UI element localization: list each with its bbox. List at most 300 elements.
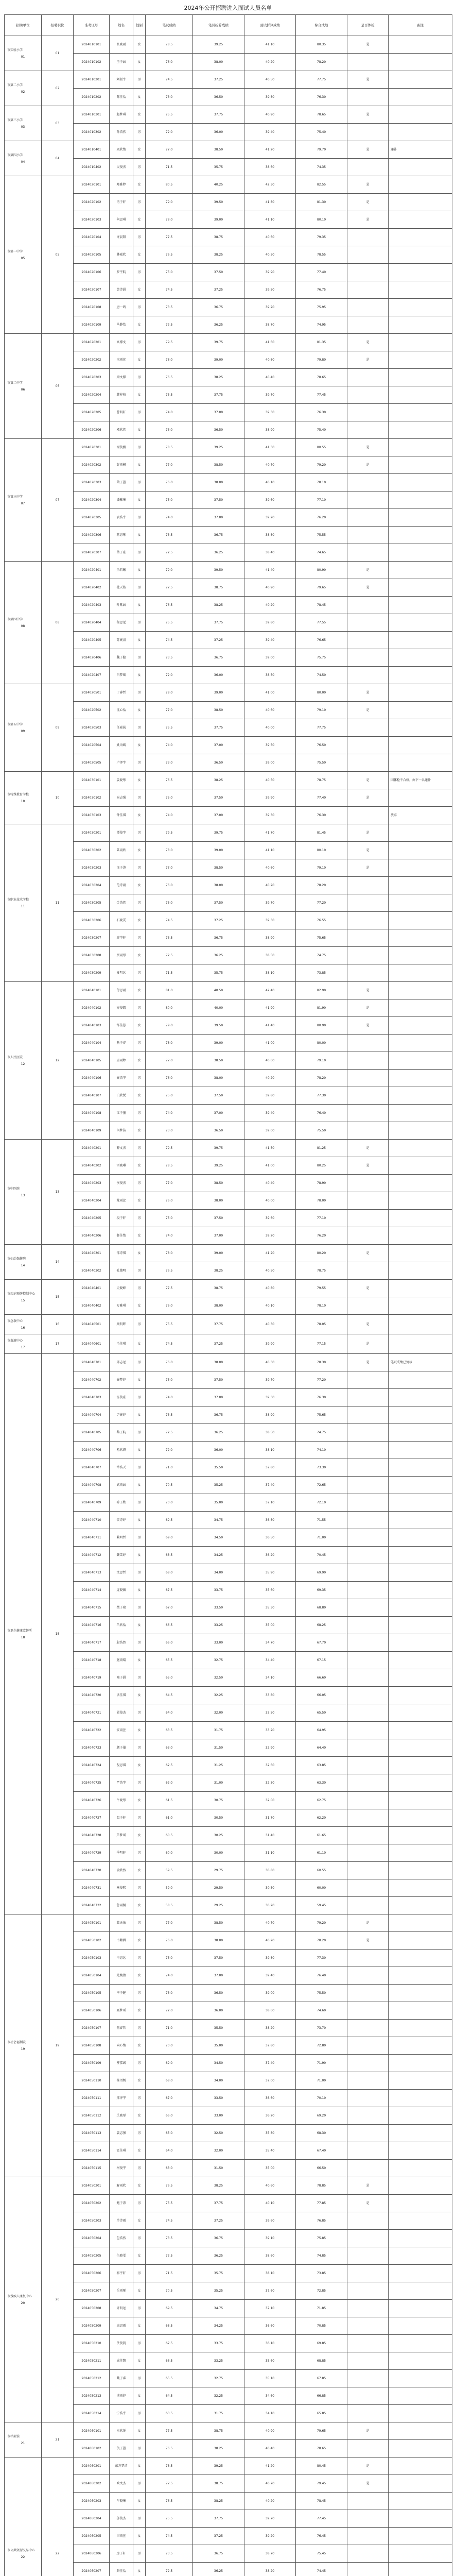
table-row xyxy=(5,684,452,702)
total-cell: 75.40 xyxy=(296,421,347,439)
interview-converted-cell: 38.70 xyxy=(244,316,296,334)
total-cell: 67.15 xyxy=(296,1652,347,1669)
name-cell: 林嘉欣 xyxy=(110,246,133,264)
physical-cell xyxy=(347,2212,389,2230)
sex-cell: 男 xyxy=(133,789,146,807)
total-cell: 75.65 xyxy=(296,1406,347,1424)
written-converted-cell: 37.25 xyxy=(193,2212,244,2230)
interview-converted-cell: 37.40 xyxy=(244,1477,296,1494)
note-cell xyxy=(389,351,452,369)
note-cell xyxy=(389,859,452,877)
name-cell: 马静怡 xyxy=(110,316,133,334)
name-cell: 谈雨婷 xyxy=(110,2387,133,2405)
written-cell: 72.5 xyxy=(146,544,193,562)
written-converted-cell: 39.00 xyxy=(193,684,244,702)
unit-cell xyxy=(5,824,42,982)
sex-cell: 男 xyxy=(133,2230,146,2247)
written-converted-cell: 33.75 xyxy=(193,1582,244,1599)
written-converted-cell: 36.50 xyxy=(193,754,244,772)
note-cell xyxy=(389,2422,452,2440)
note-cell xyxy=(389,106,452,124)
interview-converted-cell: 39.80 xyxy=(244,1950,296,1967)
ticket-cell: 2024050208 xyxy=(74,2300,110,2317)
physical-cell: 是 xyxy=(347,789,389,807)
ticket-cell: 2024040109 xyxy=(74,1122,110,1140)
written-converted-cell: 35.50 xyxy=(193,2020,244,2037)
sex-cell: 女 xyxy=(133,807,146,824)
name-cell: 曹明轩 xyxy=(110,404,133,421)
name-cell: 谢俊熙 xyxy=(110,439,133,456)
ticket-cell: 2024040101 xyxy=(74,982,110,999)
name-cell: 韦紫涵 xyxy=(110,1932,133,1950)
note-cell xyxy=(389,1424,452,1442)
note-cell: 因体检不合格，由下一名递补 xyxy=(389,772,452,789)
name-cell: 卢泽宇 xyxy=(110,754,133,772)
note-cell xyxy=(389,316,452,334)
total-cell: 69.90 xyxy=(296,1564,347,1582)
interview-converted-cell: 36.50 xyxy=(244,1529,296,1547)
note-cell xyxy=(389,2510,452,2528)
total-cell: 64.40 xyxy=(296,1739,347,1757)
interview-converted-cell: 38.60 xyxy=(244,159,296,176)
ticket-cell: 2024020405 xyxy=(74,632,110,649)
name-cell: 赵梦琪 xyxy=(110,106,133,124)
total-cell: 65.50 xyxy=(296,1704,347,1722)
physical-cell xyxy=(347,2230,389,2247)
written-cell: 69.5 xyxy=(146,1512,193,1529)
written-cell: 74.5 xyxy=(146,281,193,299)
interview-converted-cell: 40.50 xyxy=(244,772,296,789)
written-converted-cell: 31.25 xyxy=(193,1757,244,1774)
unit-name: 市血液中心 xyxy=(7,1338,23,1343)
sex-cell: 男 xyxy=(133,929,146,947)
total-cell: 76.65 xyxy=(296,632,347,649)
name-cell: 宁浩宇 xyxy=(110,2405,133,2422)
ticket-cell: 2024030204 xyxy=(74,877,110,894)
ticket-cell: 2024040729 xyxy=(74,1844,110,1862)
unit-code: 08 xyxy=(21,624,25,628)
sex-cell: 男 xyxy=(133,1210,146,1227)
header-unit: 招聘单位 xyxy=(5,15,42,36)
ticket-cell: 2024050109 xyxy=(74,2055,110,2072)
total-cell: 67.40 xyxy=(296,2142,347,2160)
note-cell xyxy=(389,2090,452,2107)
total-cell: 80.45 xyxy=(296,2458,347,2475)
total-cell: 82.55 xyxy=(296,176,347,194)
interview-converted-cell: 40.20 xyxy=(244,877,296,894)
note-cell xyxy=(389,2335,452,2352)
written-cell: 73.5 xyxy=(146,2545,193,2563)
total-cell: 77.20 xyxy=(296,894,347,912)
ticket-cell: 2024040721 xyxy=(74,1704,110,1722)
written-converted-cell: 39.00 xyxy=(193,1035,244,1052)
sex-cell: 男 xyxy=(133,1985,146,2002)
interview-converted-cell: 38.50 xyxy=(244,1424,296,1442)
total-cell: 79.10 xyxy=(296,702,347,719)
note-cell xyxy=(389,89,452,106)
ticket-cell: 2024040104 xyxy=(74,1035,110,1052)
written-cell: 79.0 xyxy=(146,562,193,579)
unit-name: 市第四中学 xyxy=(7,617,23,621)
ticket-cell: 2024040108 xyxy=(74,1105,110,1122)
written-cell: 78.0 xyxy=(146,1035,193,1052)
sex-cell: 女 xyxy=(133,912,146,929)
name-cell: 毕子健 xyxy=(110,1985,133,2002)
sex-cell: 女 xyxy=(133,1547,146,1564)
physical-cell: 是 xyxy=(347,579,389,597)
ticket-cell: 2024020106 xyxy=(74,264,110,281)
sex-cell: 女 xyxy=(133,2037,146,2055)
name-cell: 房子轩 xyxy=(110,2545,133,2563)
physical-cell xyxy=(347,2352,389,2370)
unit-name: 市卫生健康监督所 xyxy=(7,1629,32,1633)
note-cell xyxy=(389,1634,452,1652)
name-cell: 黄诗涵 xyxy=(110,281,133,299)
total-cell: 80.10 xyxy=(296,842,347,859)
note-cell xyxy=(389,1157,452,1175)
written-cell: 80.5 xyxy=(146,176,193,194)
physical-cell xyxy=(347,2300,389,2317)
written-cell: 74.5 xyxy=(146,71,193,89)
name-cell: 贺诗婷 xyxy=(110,1512,133,1529)
name-cell: 魏子健 xyxy=(110,649,133,667)
total-cell: 75.40 xyxy=(296,124,347,141)
sex-cell: 女 xyxy=(133,2458,146,2475)
ticket-cell: 2024020303 xyxy=(74,474,110,492)
written-converted-cell: 38.00 xyxy=(193,474,244,492)
table-body xyxy=(5,36,452,2576)
note-cell xyxy=(389,597,452,614)
written-cell: 73.5 xyxy=(146,649,193,667)
physical-cell xyxy=(347,1844,389,1862)
interview-converted-cell: 35.00 xyxy=(244,1617,296,1634)
interview-converted-cell: 39.30 xyxy=(244,1389,296,1406)
header-note: 备注 xyxy=(389,15,452,36)
written-converted-cell: 36.25 xyxy=(193,947,244,964)
written-cell: 63.0 xyxy=(146,1739,193,1757)
name-cell: 安雨萱 xyxy=(110,1722,133,1739)
written-converted-cell: 36.75 xyxy=(193,1406,244,1424)
ticket-cell: 2024040725 xyxy=(74,1774,110,1792)
written-converted-cell: 36.00 xyxy=(193,1442,244,1459)
unit-name: 市第二中学 xyxy=(7,381,23,385)
ticket-cell: 2024050201 xyxy=(74,2177,110,2195)
note-cell xyxy=(389,562,452,579)
note-cell xyxy=(389,1879,452,1897)
unit-code: 07 xyxy=(21,501,25,505)
note-cell xyxy=(389,2160,452,2177)
written-converted-cell: 39.25 xyxy=(193,36,244,54)
written-converted-cell: 37.00 xyxy=(193,1227,244,1245)
written-converted-cell: 37.00 xyxy=(193,1105,244,1122)
name-cell: 温子轩 xyxy=(110,1809,133,1827)
physical-cell xyxy=(347,2440,389,2458)
written-converted-cell: 38.75 xyxy=(193,579,244,597)
physical-cell xyxy=(347,124,389,141)
total-cell: 62.20 xyxy=(296,1809,347,1827)
note-cell xyxy=(389,1687,452,1704)
ticket-cell: 2024050212 xyxy=(74,2370,110,2387)
interview-converted-cell: 33.80 xyxy=(244,1687,296,1704)
unit-code: 09 xyxy=(21,729,25,733)
interview-converted-cell: 34.10 xyxy=(244,1669,296,1687)
name-cell: 颜子墨 xyxy=(110,1739,133,1757)
written-converted-cell: 37.75 xyxy=(193,2195,244,2212)
ticket-cell: 2024050207 xyxy=(74,2282,110,2300)
note-cell xyxy=(389,1722,452,1739)
note-cell xyxy=(389,1227,452,1245)
sex-cell: 男 xyxy=(133,2125,146,2142)
note-cell xyxy=(389,1844,452,1862)
interview-converted-cell: 36.20 xyxy=(244,2107,296,2125)
total-cell: 66.05 xyxy=(296,1687,347,1704)
ticket-cell: 2024040715 xyxy=(74,1599,110,1617)
name-cell: 伍晓雯 xyxy=(110,2247,133,2265)
written-cell: 79.5 xyxy=(146,824,193,842)
name-cell: 萧子墨 xyxy=(110,474,133,492)
ticket-cell: 2024030206 xyxy=(74,912,110,929)
note-cell xyxy=(389,2265,452,2282)
interview-converted-cell: 41.40 xyxy=(244,1017,296,1035)
table-row xyxy=(5,824,452,842)
physical-cell: 是 xyxy=(347,1245,389,1262)
sex-cell: 女 xyxy=(133,1371,146,1389)
sex-cell: 男 xyxy=(133,1105,146,1122)
written-converted-cell: 38.50 xyxy=(193,1175,244,1192)
unit-name: 市职业技术学校 xyxy=(7,897,29,902)
total-cell: 75.45 xyxy=(296,2545,347,2563)
name-cell: 贾雨彤 xyxy=(110,947,133,964)
written-converted-cell: 39.25 xyxy=(193,439,244,456)
interview-converted-cell: 39.70 xyxy=(244,2510,296,2528)
note-cell xyxy=(389,1950,452,1967)
note-cell xyxy=(389,964,452,982)
note-cell xyxy=(389,1334,452,1354)
unit-name: 市特殊教育学校 xyxy=(7,792,29,796)
interview-converted-cell: 32.00 xyxy=(244,1792,296,1809)
sex-cell: 女 xyxy=(133,1087,146,1105)
sex-cell: 女 xyxy=(133,1192,146,1210)
ticket-cell: 2024050108 xyxy=(74,2037,110,2055)
unit-name: 市妇幼保健院 xyxy=(7,1257,26,1261)
name-cell: 章俊熙 xyxy=(110,1879,133,1897)
sex-cell: 女 xyxy=(133,597,146,614)
name-cell: 洪佳琪 xyxy=(110,1687,133,1704)
note-cell xyxy=(389,789,452,807)
sex-cell: 男 xyxy=(133,894,146,912)
ticket-cell: 2024020108 xyxy=(74,299,110,316)
sex-cell: 女 xyxy=(133,1792,146,1809)
written-converted-cell: 36.00 xyxy=(193,667,244,684)
written-converted-cell: 36.75 xyxy=(193,929,244,947)
sex-cell: 男 xyxy=(133,824,146,842)
total-cell: 77.45 xyxy=(296,2510,347,2528)
written-cell: 76.0 xyxy=(146,1192,193,1210)
sex-cell: 女 xyxy=(133,1122,146,1140)
ticket-cell: 2024020102 xyxy=(74,194,110,211)
name-cell: 焦睿哲 xyxy=(110,2020,133,2037)
table-row xyxy=(5,106,452,124)
ticket-cell: 2024010101 xyxy=(74,36,110,54)
ticket-cell: 2024010302 xyxy=(74,124,110,141)
written-cell: 69.0 xyxy=(146,1529,193,1547)
physical-cell xyxy=(347,1227,389,1245)
name-cell: 潘雅琳 xyxy=(110,492,133,509)
written-cell: 76.0 xyxy=(146,1354,193,1371)
ticket-cell: 2024020502 xyxy=(74,702,110,719)
written-converted-cell: 29.25 xyxy=(193,1897,244,1914)
interview-converted-cell: 40.20 xyxy=(244,1932,296,1950)
interview-converted-cell: 36.20 xyxy=(244,1547,296,1564)
interview-converted-cell: 31.40 xyxy=(244,1827,296,1844)
physical-cell xyxy=(347,2493,389,2510)
interview-converted-cell: 40.30 xyxy=(244,1354,296,1371)
position-cell: 20 xyxy=(42,2177,74,2422)
written-converted-cell: 33.25 xyxy=(193,2352,244,2370)
unit-cell xyxy=(5,1354,42,1914)
ticket-cell: 2024020202 xyxy=(74,351,110,369)
physical-cell xyxy=(347,1424,389,1442)
unit-name: 市疾病预防控制中心 xyxy=(7,1292,36,1296)
written-cell: 70.0 xyxy=(146,2037,193,2055)
sex-cell: 女 xyxy=(133,2107,146,2125)
total-cell: 78.05 xyxy=(296,1315,347,1334)
interview-converted-cell: 37.80 xyxy=(244,2037,296,2055)
unit-code: 14 xyxy=(21,1263,25,1267)
written-converted-cell: 38.75 xyxy=(193,2475,244,2493)
note-cell xyxy=(389,2177,452,2195)
interview-converted-cell: 41.20 xyxy=(244,1245,296,1262)
total-cell: 64.95 xyxy=(296,1722,347,1739)
ticket-cell: 2024020406 xyxy=(74,649,110,667)
name-cell: 孟雨婷 xyxy=(110,1052,133,1070)
ticket-cell: 2024040203 xyxy=(74,1175,110,1192)
written-cell: 76.0 xyxy=(146,1070,193,1087)
note-cell xyxy=(389,211,452,229)
unit-code: 13 xyxy=(21,1193,25,1197)
physical-cell xyxy=(347,2090,389,2107)
sex-cell: 女 xyxy=(133,2352,146,2370)
note-cell xyxy=(389,842,452,859)
name-cell: 毛佳琪 xyxy=(110,1334,133,1354)
ticket-cell: 2024020101 xyxy=(74,176,110,194)
name-cell: 桂语嫣 xyxy=(110,2072,133,2090)
written-cell: 75.5 xyxy=(146,2510,193,2528)
note-cell xyxy=(389,1087,452,1105)
sex-cell: 男 xyxy=(133,1914,146,1932)
total-cell: 79.10 xyxy=(296,1052,347,1070)
table-row xyxy=(5,2177,452,2195)
written-cell: 64.5 xyxy=(146,2387,193,2405)
physical-cell xyxy=(347,2528,389,2545)
note-cell xyxy=(389,1599,452,1617)
sex-cell: 男 xyxy=(133,2020,146,2037)
written-converted-cell: 31.50 xyxy=(193,2160,244,2177)
physical-cell xyxy=(347,1792,389,1809)
sex-cell: 女 xyxy=(133,89,146,106)
sex-cell: 女 xyxy=(133,2317,146,2335)
written-converted-cell: 32.25 xyxy=(193,2387,244,2405)
unit-name: 市人民医院 xyxy=(7,1055,23,1059)
physical-cell: 是 xyxy=(347,772,389,789)
total-cell: 78.20 xyxy=(296,877,347,894)
name-cell: 谭俊宇 xyxy=(110,824,133,842)
sex-cell: 女 xyxy=(133,1932,146,1950)
ticket-cell: 2024040205 xyxy=(74,1210,110,1227)
note-cell xyxy=(389,1862,452,1879)
unit-name: 市第五中学 xyxy=(7,722,23,726)
position-cell: 10 xyxy=(42,772,74,824)
total-cell: 71.90 xyxy=(296,2055,347,2072)
unit-cell xyxy=(5,2177,42,2422)
interview-converted-cell: 38.10 xyxy=(244,2265,296,2282)
written-converted-cell: 38.00 xyxy=(193,1297,244,1315)
sex-cell: 男 xyxy=(133,1459,146,1477)
ticket-cell: 2024020307 xyxy=(74,544,110,562)
written-converted-cell: 36.75 xyxy=(193,527,244,544)
total-cell: 78.90 xyxy=(296,1175,347,1192)
total-cell: 74.35 xyxy=(296,159,347,176)
written-cell: 77.0 xyxy=(146,1914,193,1932)
sex-cell: 女 xyxy=(133,1652,146,1669)
interview-converted-cell: 37.00 xyxy=(244,2072,296,2090)
written-cell: 76.5 xyxy=(146,246,193,264)
interview-converted-cell: 35.10 xyxy=(244,2370,296,2387)
physical-cell: 是 xyxy=(347,351,389,369)
note-cell xyxy=(389,2212,452,2230)
sex-cell: 男 xyxy=(133,2475,146,2493)
sex-cell: 男 xyxy=(133,1354,146,1371)
written-converted-cell: 34.75 xyxy=(193,1512,244,1529)
note-cell: 放弃 xyxy=(389,807,452,824)
written-converted-cell: 38.25 xyxy=(193,772,244,789)
position-cell: 13 xyxy=(42,1140,74,1245)
written-cell: 75.0 xyxy=(146,1371,193,1389)
interview-converted-cell: 40.40 xyxy=(244,1175,296,1192)
interview-converted-cell: 40.70 xyxy=(244,1914,296,1932)
physical-cell: 是 xyxy=(347,562,389,579)
sex-cell: 女 xyxy=(133,2422,146,2440)
ticket-cell: 2024030201 xyxy=(74,824,110,842)
interview-converted-cell: 39.40 xyxy=(244,632,296,649)
ticket-cell: 2024050205 xyxy=(74,2247,110,2265)
interview-converted-cell: 39.20 xyxy=(244,2528,296,2545)
total-cell: 80.00 xyxy=(296,1035,347,1052)
written-cell: 72.0 xyxy=(146,667,193,684)
ticket-cell: 2024020206 xyxy=(74,421,110,439)
interview-converted-cell: 40.90 xyxy=(244,2422,296,2440)
interview-converted-cell: 37.10 xyxy=(244,1494,296,1512)
ticket-cell: 2024010201 xyxy=(74,71,110,89)
note-cell xyxy=(389,2317,452,2335)
unit-cell xyxy=(5,684,42,772)
written-cell: 70.5 xyxy=(146,1477,193,1494)
physical-cell xyxy=(347,1739,389,1757)
sex-cell: 男 xyxy=(133,71,146,89)
document-sheet xyxy=(4,4,452,2576)
note-cell xyxy=(389,456,452,474)
note-cell xyxy=(389,1529,452,1547)
physical-cell xyxy=(347,1669,389,1687)
total-cell: 79.20 xyxy=(296,1914,347,1932)
interview-converted-cell: 35.60 xyxy=(244,1582,296,1599)
name-cell: 陈佳怡 xyxy=(110,89,133,106)
sex-cell: 女 xyxy=(133,667,146,684)
ticket-cell: 2024050107 xyxy=(74,2020,110,2037)
ticket-cell: 2024060204 xyxy=(74,2510,110,2528)
ticket-cell: 2024040302 xyxy=(74,1262,110,1280)
total-cell: 75.65 xyxy=(296,929,347,947)
